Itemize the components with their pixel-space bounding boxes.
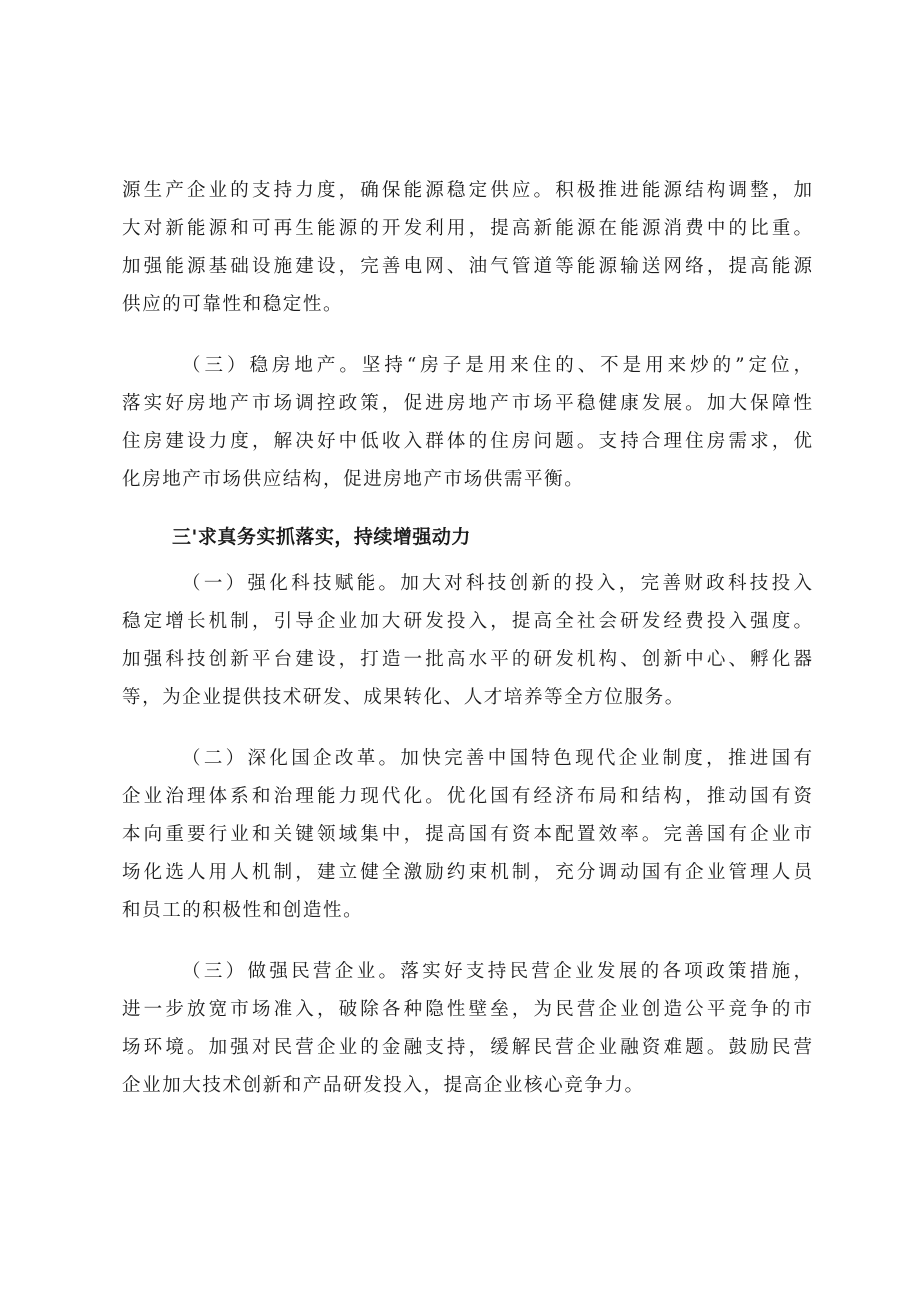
text-line: （三）稳房地产。坚持“房子是用来住的、不是用来炒的”定位， [182, 355, 812, 376]
text-line: 住房建设力度，解决好中低收入群体的住房问题。支持合理住房需求，优 [122, 431, 812, 452]
text-line: 场化选人用人机制，建立健全激励约束机制，充分调动国有企业管理人员 [122, 862, 812, 883]
text-line: 稳定增长机制，引导企业加大研发投入，提高全社会研发经费投入强度。 [122, 611, 812, 632]
text-line: （一）强化科技赋能。加大对科技创新的投入，完善财政科技投入 [182, 573, 812, 594]
paragraph-real-estate [122, 347, 812, 499]
text-line: 进一步放宽市场准入，破除各种隐性壁垒，为民营企业创造公平竞争的市 [122, 999, 812, 1020]
text-line: （三）做强民营企业。落实好支持民营企业发展的各项政策措施， [182, 961, 812, 982]
text-line: 企业治理体系和治理能力现代化。优化国有经济布局和结构，推动国有资 [122, 786, 812, 807]
text-line: 大对新能源和可再生能源的开发利用，提高新能源在能源消费中的比重。 [122, 218, 812, 239]
document-body [122, 172, 812, 1105]
paragraph-tech [122, 565, 812, 717]
paragraph-energy [122, 172, 812, 324]
text-line: 加强能源基础设施建设，完善电网、油气管道等能源输送网络，提高能源 [122, 256, 812, 277]
text-line: 加强科技创新平台建设，打造一批高水平的研发机构、创新中心、孵化器 [122, 649, 812, 670]
paragraph-gap [122, 930, 812, 953]
section-heading: 三'求真务实抓落实，持续增强动力 [172, 526, 471, 548]
text-line: 落实好房地产市场调控政策，促进房地产市场平稳健康发展。加大保障性 [122, 393, 812, 414]
text-line: 化房地产市场供应结构，促进房地产市场供需平衡。 [122, 469, 585, 490]
text-line: （二）深化国企改革。加快完善中国特色现代企业制度，推进国有 [182, 748, 812, 769]
text-line: 企业加大技术创新和产品研发投入，提高企业核心竞争力。 [122, 1075, 645, 1096]
paragraph-private [122, 953, 812, 1105]
text-line: 本向重要行业和关键领域集中，提高国有资本配置效率。完善国有企业市 [122, 824, 812, 845]
text-line: 供应的可靠性和稳定性。 [122, 294, 344, 315]
paragraph-soe [122, 740, 812, 930]
paragraph-gap [122, 717, 812, 740]
paragraph-gap [122, 324, 812, 347]
text-line: 等，为企业提供技术研发、成果转化、人才培养等全方位服务。 [122, 687, 685, 708]
text-line: 场环境。加强对民营企业的金融支持，缓解民营企业融资难题。鼓励民营 [122, 1037, 812, 1058]
text-line: 源生产企业的支持力度，确保能源稳定供应。积极推进能源结构调整，加 [122, 180, 812, 201]
text-line: 和员工的积极性和创造性。 [122, 900, 364, 921]
